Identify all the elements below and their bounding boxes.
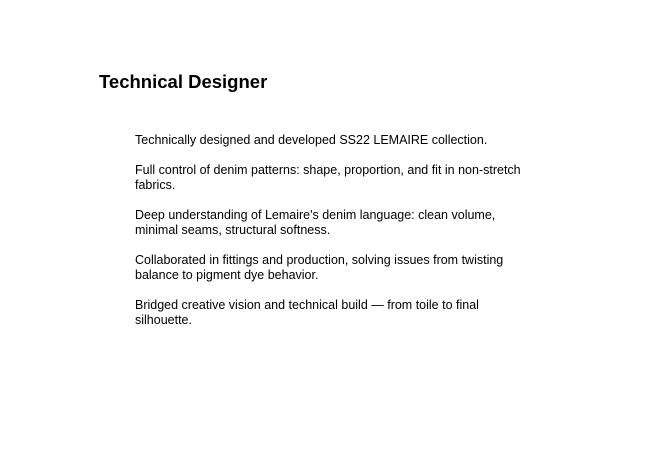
list-item: Bridged creative vision and technical build — from toile to final silhouette.: [135, 298, 479, 327]
list-item: Technically designed and developed SS22 LEMAIRE collection.: [135, 133, 488, 147]
list-item: Full control of denim patterns: shape, proportion, and fit in non-stretch fabrics.: [135, 163, 521, 192]
responsibility-list: [135, 133, 535, 328]
list-item: Collaborated in fittings and production, solving issues from twisting balance to pigment dye behavior.: [135, 253, 504, 282]
list-item: Deep understanding of Lemaire's denim language: clean volume, minimal seams, structural softness.: [135, 208, 496, 237]
page-title: Technical Designer: [99, 71, 268, 92]
